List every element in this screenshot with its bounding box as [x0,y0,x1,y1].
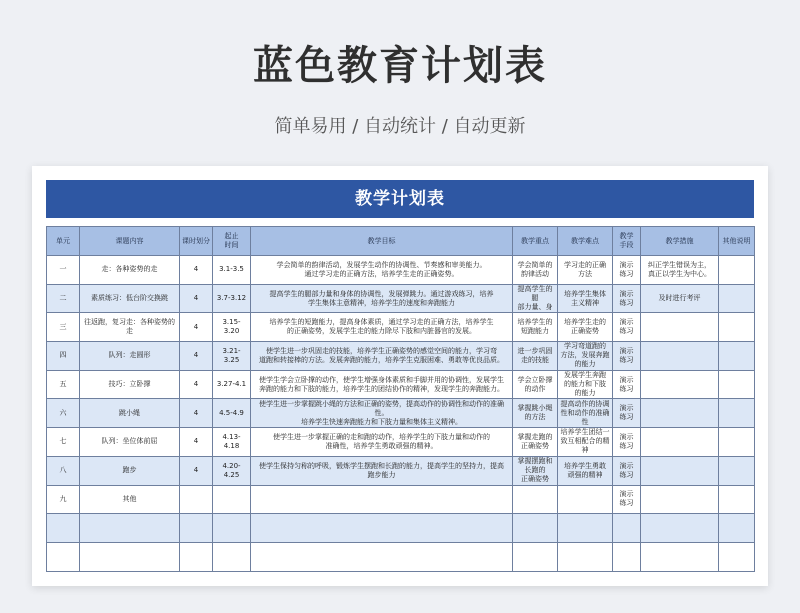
cell-key-point[interactable]: 进一步巩固 走的技能 [513,342,558,371]
cell-measure[interactable] [641,370,719,399]
cell-hours[interactable]: 4 [180,284,213,313]
cell-notes[interactable] [719,284,755,313]
cell-key-point[interactable] [513,514,558,543]
cell-topic[interactable] [80,514,180,543]
cell-difficulty[interactable]: 培养学生走的 正确姿势 [558,313,613,342]
cell-topic[interactable]: 素质练习：低台阶交换跳 [80,284,180,313]
cell-unit[interactable]: 一 [47,256,80,285]
cell-method[interactable]: 演示 练习 [613,485,641,514]
cell-goal[interactable]: 使学生进一步巩固走的技能，培养学生正确姿势的感觉空间的能力，学习弯 道跑和转接棒的方法。发展奔跑的能力，培养学生克服困难、勇敢等优良品质。 [251,342,513,371]
cell-period[interactable]: 3.15-3.20 [213,313,251,342]
cell-notes[interactable] [719,370,755,399]
cell-hours[interactable]: 4 [180,370,213,399]
cell-notes[interactable] [719,342,755,371]
cell-hours[interactable] [180,485,213,514]
header-notes: 其他说明 [719,227,755,256]
cell-method[interactable]: 演示 练习 [613,399,641,428]
cell-period[interactable]: 3.27-4.1 [213,370,251,399]
cell-notes[interactable] [719,485,755,514]
cell-unit[interactable] [47,514,80,543]
cell-unit[interactable]: 七 [47,428,80,457]
header-goal: 教学目标 [251,227,513,256]
cell-unit[interactable]: 八 [47,456,80,485]
cell-period[interactable]: 3.21-3.25 [213,342,251,371]
cell-hours[interactable]: 4 [180,456,213,485]
cell-method[interactable]: 演示 练习 [613,342,641,371]
cell-measure[interactable]: 及时进行考评 [641,284,719,313]
cell-notes[interactable] [719,428,755,457]
cell-measure[interactable] [641,514,719,543]
cell-measure[interactable] [641,399,719,428]
cell-goal[interactable] [251,514,513,543]
cell-period[interactable]: 3.7-3.12 [213,284,251,313]
cell-goal[interactable]: 学会简单的韵律活动，发展学生动作的协调性、节奏感和审美能力。 通过学习走的正确方法，培养学生走的正确姿势。 [251,256,513,285]
cell-topic[interactable]: 走：各种姿势的走 [80,256,180,285]
cell-notes[interactable] [719,514,755,543]
cell-measure[interactable] [641,542,719,571]
cell-measure[interactable] [641,456,719,485]
cell-key-point[interactable]: 学会立卧撑 的动作 [513,370,558,399]
table-row [47,256,755,285]
cell-key-point[interactable]: 掌握走跑的 正确姿势 [513,428,558,457]
cell-goal[interactable]: 使学生进一步掌握正确的走和跑的动作，培养学生的下肢力量和动作的 准确性，培养学生勇敢顽强的精神。 [251,428,513,457]
cell-notes[interactable] [719,542,755,571]
cell-notes[interactable] [719,256,755,285]
cell-hours[interactable] [180,514,213,543]
table-row [47,399,755,428]
cell-hours[interactable]: 4 [180,428,213,457]
cell-goal[interactable]: 使学生学会立卧撑的动作，使学生增强身体素质和手脚并用的协调性，发展学生 奔跑的能力和下肢的能力，培养学生的团结协作的精神，发现学生的奔跑能力。 [251,370,513,399]
cell-hours[interactable]: 4 [180,256,213,285]
cell-topic[interactable]: 技巧：立卧撑 [80,370,180,399]
cell-method[interactable]: 演示 练习 [613,370,641,399]
cell-period[interactable] [213,514,251,543]
cell-measure[interactable] [641,485,719,514]
cell-period[interactable]: 3.1-3.5 [213,256,251,285]
table-banner: 教学计划表 [46,180,754,218]
cell-measure[interactable]: 纠正学生错误为主， 真正以学生为中心。 [641,256,719,285]
table-row [47,428,755,457]
table-row [47,514,755,543]
cell-period[interactable]: 4.13-4.18 [213,428,251,457]
cell-goal[interactable]: 使学生保持匀称的呼吸，锻炼学生摆跑和长跑的能力，提高学生的坚持力，提高 跑步能力 [251,456,513,485]
table-row [47,456,755,485]
cell-topic[interactable] [80,542,180,571]
cell-method[interactable]: 演示 练习 [613,456,641,485]
cell-notes[interactable] [719,313,755,342]
cell-difficulty[interactable]: 培养学生集体 主义精神 [558,284,613,313]
plan-table [46,226,755,572]
cell-goal[interactable]: 使学生进一步掌握跳小绳的方法和正确的姿势，提高动作的协调性和动作的准确 性。 培养学生快速奔跑能力和下肢力量和集体主义精神。 [251,399,513,428]
cell-notes[interactable] [719,456,755,485]
cell-unit[interactable]: 五 [47,370,80,399]
cell-period[interactable]: 4.20-4.25 [213,456,251,485]
cell-difficulty[interactable] [558,485,613,514]
table-header-row [47,227,755,256]
cell-notes[interactable] [719,399,755,428]
cell-key-point[interactable] [513,542,558,571]
cell-unit[interactable]: 三 [47,313,80,342]
cell-method[interactable]: 演示 练习 [613,313,641,342]
cell-key-point[interactable]: 掌握跳小绳 的方法 [513,399,558,428]
cell-hours[interactable]: 4 [180,342,213,371]
cell-topic[interactable]: 跑步 [80,456,180,485]
cell-method[interactable]: 演示 练习 [613,284,641,313]
cell-hours[interactable] [180,542,213,571]
cell-measure[interactable] [641,342,719,371]
cell-unit[interactable]: 九 [47,485,80,514]
header-unit: 单元 [47,227,80,256]
cell-difficulty[interactable]: 培养学生勇敢 顽强的精神 [558,456,613,485]
table-row [47,342,755,371]
cell-difficulty[interactable]: 学习弯道跑的 方法，发展奔跑 的能力 [558,342,613,371]
table-row [47,485,755,514]
cell-unit[interactable]: 二 [47,284,80,313]
cell-goal[interactable] [251,542,513,571]
header-method: 教学 手段 [613,227,641,256]
cell-key-point[interactable]: 掌握摆跑和 长跑的 正确姿势 [513,456,558,485]
cell-difficulty[interactable]: 提高动作的协调 性和动作的准确 性 [558,399,613,428]
table-row [47,284,755,313]
cell-unit[interactable]: 六 [47,399,80,428]
cell-unit[interactable]: 四 [47,342,80,371]
header-difficulty: 教学难点 [558,227,613,256]
cell-measure[interactable] [641,313,719,342]
cell-method[interactable]: 演示 练习 [613,428,641,457]
cell-topic[interactable]: 队列：走圆形 [80,342,180,371]
cell-key-point[interactable]: 培养学生的 短跑能力 [513,313,558,342]
cell-topic[interactable]: 队列：坐位体前屈 [80,428,180,457]
cell-method[interactable] [613,542,641,571]
table-row [47,542,755,571]
cell-goal[interactable]: 培养学生的短跑能力，提高身体素质，通过学习走的正确方法，培养学生 的正确姿势，发展学生走的能力除尽下肢和内脏器官的发展。 [251,313,513,342]
cell-measure[interactable] [641,428,719,457]
cell-difficulty[interactable]: 培养学生团结一 致互相配合的精 神 [558,428,613,457]
cell-key-point[interactable] [513,485,558,514]
page-subtitle: 简单易用 / 自动统计 / 自动更新 [274,116,526,137]
cell-topic[interactable]: 其他 [80,485,180,514]
page-title: 蓝色教育计划表 [253,43,547,89]
table-row [47,370,755,399]
spreadsheet-card [32,166,768,586]
cell-method[interactable] [613,514,641,543]
cell-difficulty[interactable]: 学习走的正确 方法 [558,256,613,285]
cell-difficulty[interactable] [558,514,613,543]
cell-goal[interactable] [251,485,513,514]
cell-topic[interactable]: 往返跑，复习走：各种姿势的走 [80,313,180,342]
cell-hours[interactable]: 4 [180,313,213,342]
header-measure: 教学措施 [641,227,719,256]
cell-unit[interactable] [47,542,80,571]
cell-difficulty[interactable] [558,542,613,571]
cell-key-point[interactable]: 学会简单的 韵律活动 [513,256,558,285]
cell-period[interactable] [213,542,251,571]
cell-key-point[interactable]: 提高学生的 腿 部力量、身 [513,284,558,313]
cell-method[interactable]: 演示 练习 [613,256,641,285]
header-hours: 课时划分 [180,227,213,256]
cell-topic[interactable]: 跳小绳 [80,399,180,428]
cell-period[interactable]: 4.5-4.9 [213,399,251,428]
header-period: 起止 时间 [213,227,251,256]
cell-goal[interactable]: 提高学生的腿部力量和身体的协调性，发展弹跳力。通过游戏练习，培养 学生集体主意精神，培养学生的速度和奔跑能力 [251,284,513,313]
header-topic: 课题内容 [80,227,180,256]
cell-hours[interactable]: 4 [180,399,213,428]
table-row [47,313,755,342]
cell-period[interactable] [213,485,251,514]
cell-difficulty[interactable]: 发展学生奔跑 的能力和下肢 的能力 [558,370,613,399]
header-key-point: 教学重点 [513,227,558,256]
